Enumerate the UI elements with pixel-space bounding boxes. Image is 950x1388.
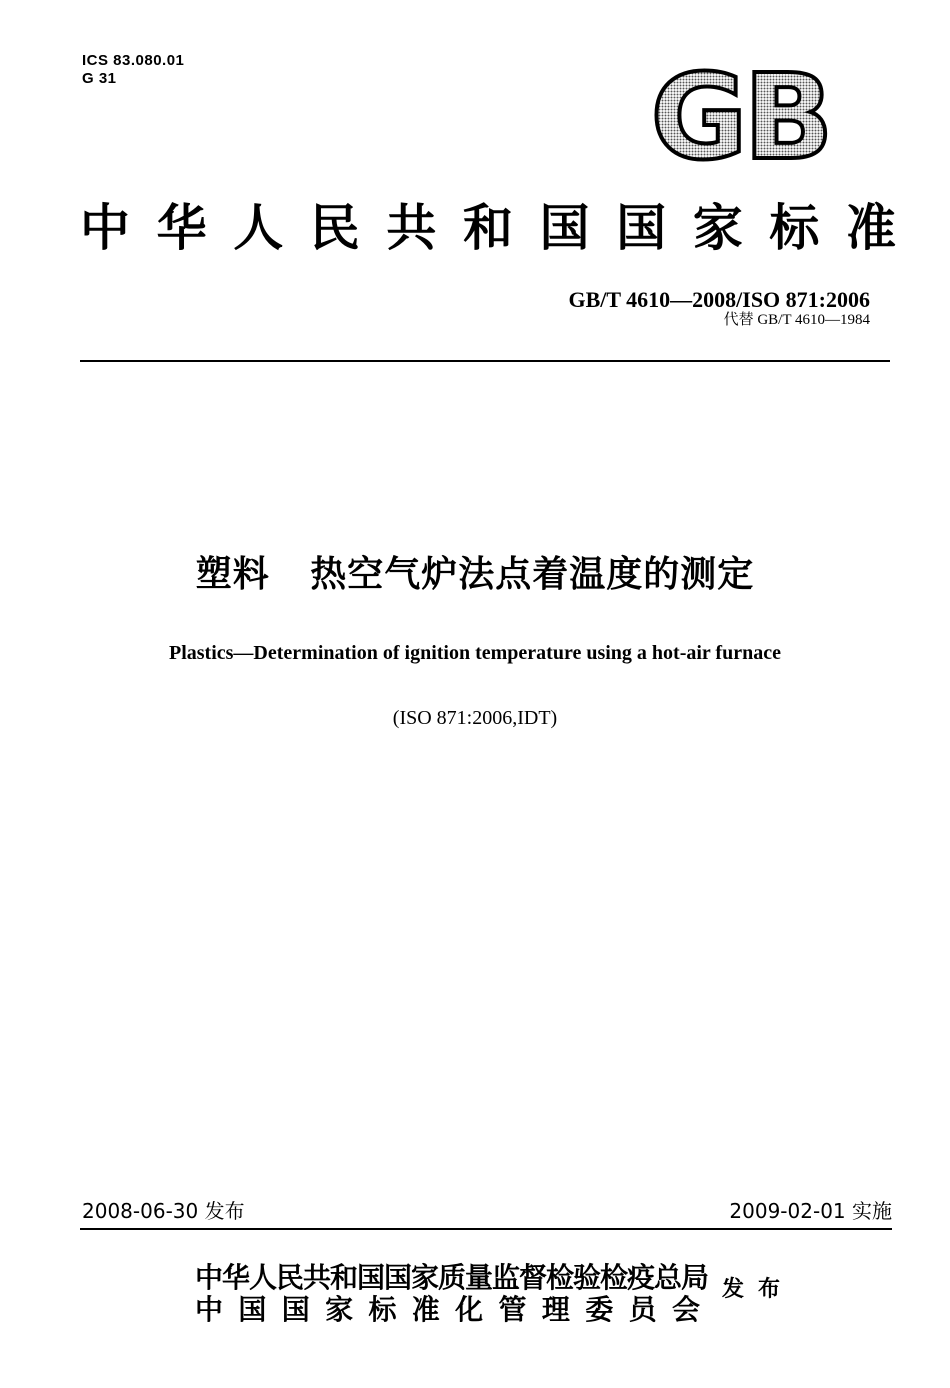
title-chinese: 塑料 热空气炉法点着温度的测定 [195, 554, 755, 595]
title-english: Plastics—Determination of ignition temperature using a hot-air furnace [169, 642, 781, 664]
ccs-code: G 31 [82, 70, 117, 87]
iso-equivalence: (ISO 871:2006,IDT) [392, 707, 558, 729]
header-divider [80, 360, 890, 362]
gb-logo-text: GB [650, 66, 830, 166]
ics-code: ICS 83.080.01 [82, 52, 185, 69]
issuer-sac: 中国国家标准化管理委员会 [195, 1293, 700, 1326]
gb-logo [640, 66, 840, 166]
footer-divider [80, 1228, 892, 1230]
issue-label: 发布 [722, 1277, 795, 1302]
replaces-standard: 代替 GB/T 4610—1984 [723, 312, 870, 328]
standard-number: GB/T 4610—2008/ISO 871:2006 [568, 287, 870, 312]
publish-date: 2008-06-30 发布 [82, 1199, 245, 1223]
implement-date: 2009-02-01 实施 [729, 1199, 892, 1223]
issuer-aqsiq: 中华人民共和国国家质量监督检验检疫总局 [195, 1261, 709, 1294]
classification-codes [82, 52, 184, 88]
national-standard-heading: 中华人民共和国国家标准 [80, 198, 896, 257]
issuing-authorities [195, 1261, 709, 1326]
